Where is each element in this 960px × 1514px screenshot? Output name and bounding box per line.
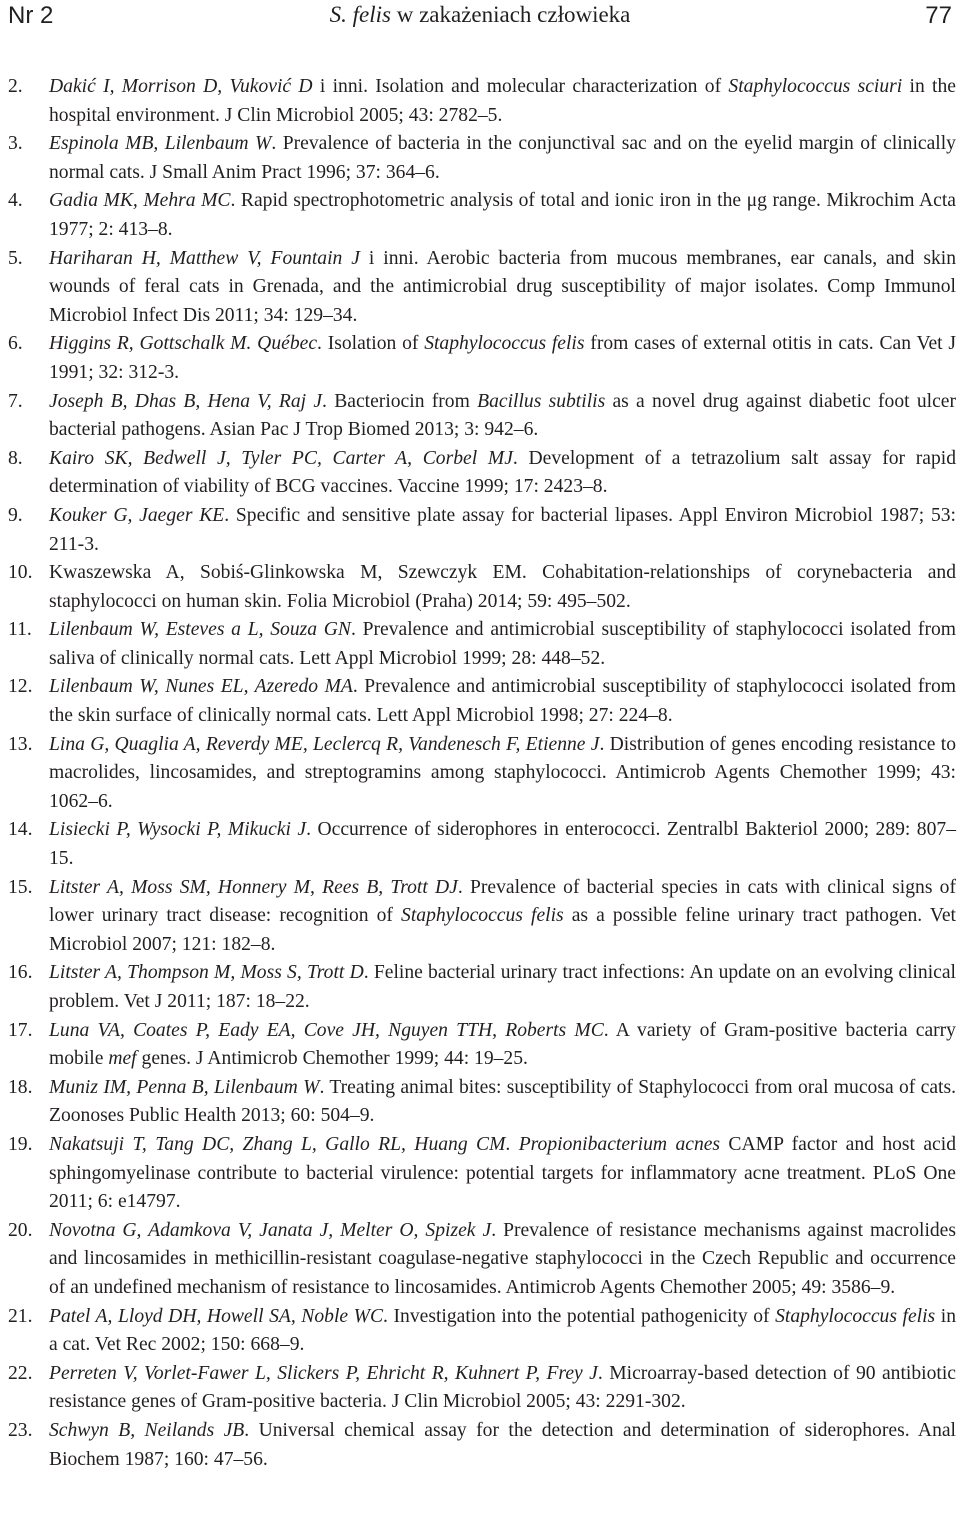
reference-text — [49, 245, 956, 331]
reference-number: 21. — [8, 1305, 33, 1327]
issue-number: Nr 2 — [8, 2, 54, 29]
reference-text — [49, 1074, 956, 1131]
reference-number: 5. — [8, 247, 23, 269]
reference-segment: i inni. Aerobic bacteria from mucous membranes, ear canals, and skin wounds of feral cats in Grenada, and the antimicrobial drug susceptibility of major isolates. Comp Immunol Microbiol Infect Dis 2011; 34: 129–34. — [49, 247, 956, 326]
reference-segment: . Prevalence and antimicrobial susceptibility of staphylococci isolated from the skin surface of clinically normal cats. Lett Appl Microbiol 1998; 27: 224–8. — [49, 676, 956, 727]
reference-segment: genes. J Antimicrob Chemother 1999; 44: 19–25. — [136, 1048, 528, 1070]
reference-text — [49, 1303, 956, 1360]
reference-item — [8, 616, 956, 673]
reference-number: 12. — [8, 676, 33, 698]
reference-number: 20. — [8, 1219, 33, 1241]
reference-italic-segment: Espinola MB, Lilenbaum W — [49, 133, 272, 155]
reference-number: 4. — [8, 190, 23, 212]
reference-item — [8, 959, 956, 1016]
reference-segment: i inni. Isolation and molecular characterization of — [312, 76, 729, 97]
running-title-species: S. felis — [329, 2, 391, 27]
reference-italic-segment: Staphylococcus felis — [424, 333, 585, 355]
reference-item — [8, 130, 956, 187]
reference-italic-segment: Lina G, Quaglia A, Reverdy ME, Leclercq R, Vandenesch F, Etienne J — [49, 733, 600, 755]
reference-text — [49, 816, 956, 873]
reference-italic-segment: Gadia MK, Mehra MC — [49, 190, 231, 212]
reference-italic-segment: Lisiecki P, Wysocki P, Mikucki J — [49, 819, 307, 841]
reference-number: 11. — [8, 619, 32, 641]
reference-list — [8, 73, 956, 1474]
reference-italic-segment: Luna VA, Coates P, Eady EA, Cove JH, Nguyen TTH, Roberts MC — [49, 1019, 604, 1041]
reference-text — [49, 73, 956, 130]
reference-segment: . Investigation into the potential pathogenicity of — [383, 1305, 776, 1327]
reference-text — [49, 1131, 956, 1217]
reference-segment: . Occurrence of siderophores in enterococci. Zentralbl Bakteriol 2000; 289: 807–15. — [49, 819, 956, 870]
reference-number: 3. — [8, 133, 23, 155]
reference-segment: . Prevalence of bacteria in the conjunctival sac and on the eyelid margin of clinically normal cats. J Small Anim Pract 1996; 37: 364–6. — [49, 133, 956, 183]
reference-text — [49, 1417, 956, 1474]
reference-number: 14. — [8, 819, 33, 841]
page-number: 77 — [925, 2, 952, 29]
reference-italic-segment: Kairo SK, Bedwell J, Tyler PC, Carter A, Corbel MJ — [49, 447, 513, 469]
reference-number: 18. — [8, 1076, 33, 1098]
reference-italic-segment: Muniz IM, Penna B, Lilenbaum W — [49, 1076, 320, 1098]
reference-item — [8, 73, 956, 130]
reference-number: 19. — [8, 1133, 33, 1155]
reference-text — [49, 616, 956, 673]
reference-italic-segment: Novotna G, Adamkova V, Janata J, Melter O, Spizek J — [49, 1219, 492, 1241]
reference-item — [8, 1360, 956, 1417]
reference-item — [8, 502, 956, 559]
reference-text — [49, 959, 956, 1016]
reference-italic-segment: Dakić I, Morrison D, Vuković D — [49, 76, 313, 97]
running-title-text: w zakażeniach człowieka — [390, 2, 631, 27]
reference-segment: . Prevalence and antimicrobial susceptibility of staphylococci isolated from saliva of clinically normal cats. Lett Appl Microbiol 1999; 28: 448–52. — [49, 619, 957, 669]
reference-text — [49, 330, 956, 387]
reference-segment: . Treating animal bites: susceptibility of Staphylococci from oral mucosa of cats. Zoonoses Public Health 2013; 60: 504–9. — [49, 1076, 956, 1127]
reference-item — [8, 1417, 956, 1474]
reference-text — [49, 874, 956, 960]
reference-italic-segment: Propionibacterium acnes — [518, 1133, 721, 1155]
reference-segment: . Feline bacterial urinary tract infections: An update on an evolving clinical problem. Vet J 2011; 187: 18–22. — [49, 962, 956, 1012]
reference-italic-segment: Perreten V, Vorlet-Fawer L, Slickers P, Ehricht R, Kuhnert P, Frey J — [49, 1362, 598, 1384]
reference-text — [49, 445, 956, 502]
reference-number: 23. — [8, 1419, 33, 1441]
reference-text — [49, 673, 956, 730]
reference-number: 8. — [8, 447, 23, 469]
reference-italic-segment: Hariharan H, Matthew V, Fountain J — [49, 247, 360, 269]
reference-italic-segment: Patel A, Lloyd DH, Howell SA, Noble WC — [49, 1305, 384, 1327]
reference-item — [8, 1303, 956, 1360]
reference-text — [49, 731, 956, 817]
reference-italic-segment: Staphylococcus felis — [775, 1305, 936, 1327]
reference-number: 22. — [8, 1362, 33, 1384]
reference-text — [49, 187, 956, 244]
reference-segment: . Distribution of genes encoding resistance to macrolides, lincosamides, and streptogramins among staphylococci. Antimicrob Agents Chemother 1999; 43: 1062–6. — [49, 733, 956, 812]
reference-text — [49, 1217, 956, 1303]
reference-italic-segment: Bacillus subtilis — [477, 390, 606, 412]
reference-item — [8, 445, 956, 502]
reference-segment: . Rapid spectrophotometric analysis of total and ionic iron in the μg range. Mikrochim Acta 1977; 2: 413–8. — [49, 190, 956, 240]
reference-segment: CAMP factor and host acid sphingomyelinase contribute to bacterial virulence: potential targets for inflammatory acne treatment. PLoS One 2011; 6: e14797. — [49, 1133, 956, 1213]
reference-segment: . Isolation of — [317, 333, 425, 355]
reference-item — [8, 1217, 956, 1303]
reference-italic-segment: Schwyn B, Neilands JB — [49, 1419, 245, 1441]
reference-italic-segment: Kouker G, Jaeger KE — [49, 504, 225, 526]
reference-text — [49, 559, 956, 616]
reference-number: 13. — [8, 733, 33, 755]
reference-item — [8, 330, 956, 387]
running-title — [0, 2, 960, 28]
reference-segment: . A variety of Gram-positive bacteria carry mobile — [49, 1019, 956, 1070]
reference-italic-segment: Litster A, Thompson M, Moss S, Trott D — [49, 962, 364, 984]
reference-italic-segment: Joseph B, Dhas B, Hena V, Raj J — [49, 390, 323, 412]
reference-segment: . Prevalence of bacterial species in cats with clinical signs of lower urinary tract disease: recognition of — [49, 876, 956, 927]
reference-item — [8, 816, 956, 873]
reference-item — [8, 187, 956, 244]
reference-italic-segment: Lilenbaum W, Esteves a L, Souza GN — [49, 619, 351, 641]
reference-item — [8, 1017, 956, 1074]
reference-italic-segment: Staphylococcus felis — [401, 905, 564, 927]
reference-italic-segment: Staphylococcus sciuri — [728, 76, 903, 97]
reference-segment: . Universal chemical assay for the detection and determination of siderophores. Anal Biochem 1987; 160: 47–56. — [49, 1419, 957, 1470]
reference-number: 9. — [8, 504, 23, 526]
reference-italic-segment: Higgins R, Gottschalk M. Québec — [49, 333, 318, 355]
reference-item — [8, 1131, 956, 1217]
reference-number: 7. — [8, 390, 23, 412]
reference-item — [8, 673, 956, 730]
reference-number: 16. — [8, 962, 33, 984]
reference-segment: . Microarray-based detection of 90 antibiotic resistance genes of Gram-positive bacteria. J Clin Microbiol 2005; 43: 2291-302. — [49, 1362, 956, 1413]
reference-segment: in a cat. Vet Rec 2002; 150: 668–9. — [49, 1305, 956, 1356]
reference-segment: . Specific and sensitive plate assay for bacterial lipases. Appl Environ Microbiol 1987; 53: 211-3. — [49, 504, 956, 555]
reference-italic-segment: Litster A, Moss SM, Honnery M, Rees B, Trott DJ — [49, 876, 458, 898]
reference-segment: Kwaszewska A, Sobiś-Glinkowska M, Szewczyk EM. Cohabitation-relationships of corynebacteria and staphylococci on human skin. Folia Microbiol (Praha) 2014; 59: 495–502. — [49, 562, 956, 612]
reference-segment: in the hospital environment. J Clin Microbiol 2005; 43: 2782–5. — [49, 76, 956, 126]
reference-text — [49, 502, 956, 559]
reference-number: 17. — [8, 1019, 33, 1041]
reference-segment: . Bacteriocin from — [322, 390, 478, 412]
reference-segment: as a novel drug against diabetic foot ulcer bacterial pathogens. Asian Pac J Trop Biomed 2013; 3: 942–6. — [49, 390, 957, 441]
reference-number: 6. — [8, 333, 23, 355]
reference-text — [49, 1360, 956, 1417]
reference-item — [8, 388, 956, 445]
running-header — [0, 0, 960, 40]
reference-item — [8, 874, 956, 960]
reference-italic-segment: Lilenbaum W, Nunes EL, Azeredo MA — [49, 676, 353, 698]
reference-segment: from cases of external otitis in cats. Can Vet J 1991; 32: 312-3. — [49, 333, 956, 383]
reference-text — [49, 130, 956, 187]
reference-segment: . Prevalence of resistance mechanisms against macrolides and lincosamides in methicillin-resistant coagulase-negative staphylococci in the Czech Republic and occurrence of an undefined mechanism of resistance to lincosamides. Antimicrob Agents Chemother 2005; 49: 3586–9. — [49, 1219, 957, 1298]
reference-text — [49, 1017, 956, 1074]
reference-italic-segment: Nakatsuji T, Tang DC, Zhang L, Gallo RL, Huang CM — [49, 1133, 506, 1155]
reference-segment: . — [505, 1133, 519, 1155]
reference-item — [8, 1074, 956, 1131]
reference-item — [8, 559, 956, 616]
reference-number: 2. — [8, 76, 23, 97]
reference-segment: as a possible feline urinary tract pathogen. Vet Microbiol 2007; 121: 182–8. — [49, 905, 956, 955]
reference-number: 15. — [8, 876, 33, 898]
reference-number: 10. — [8, 562, 33, 584]
reference-item — [8, 731, 956, 817]
reference-text — [49, 388, 956, 445]
reference-italic-segment: mef — [108, 1048, 137, 1070]
reference-segment: . Development of a tetrazolium salt assay for rapid determination of viability of BCG vaccines. Vaccine 1999; 17: 2423–8. — [49, 447, 957, 498]
reference-item — [8, 245, 956, 331]
